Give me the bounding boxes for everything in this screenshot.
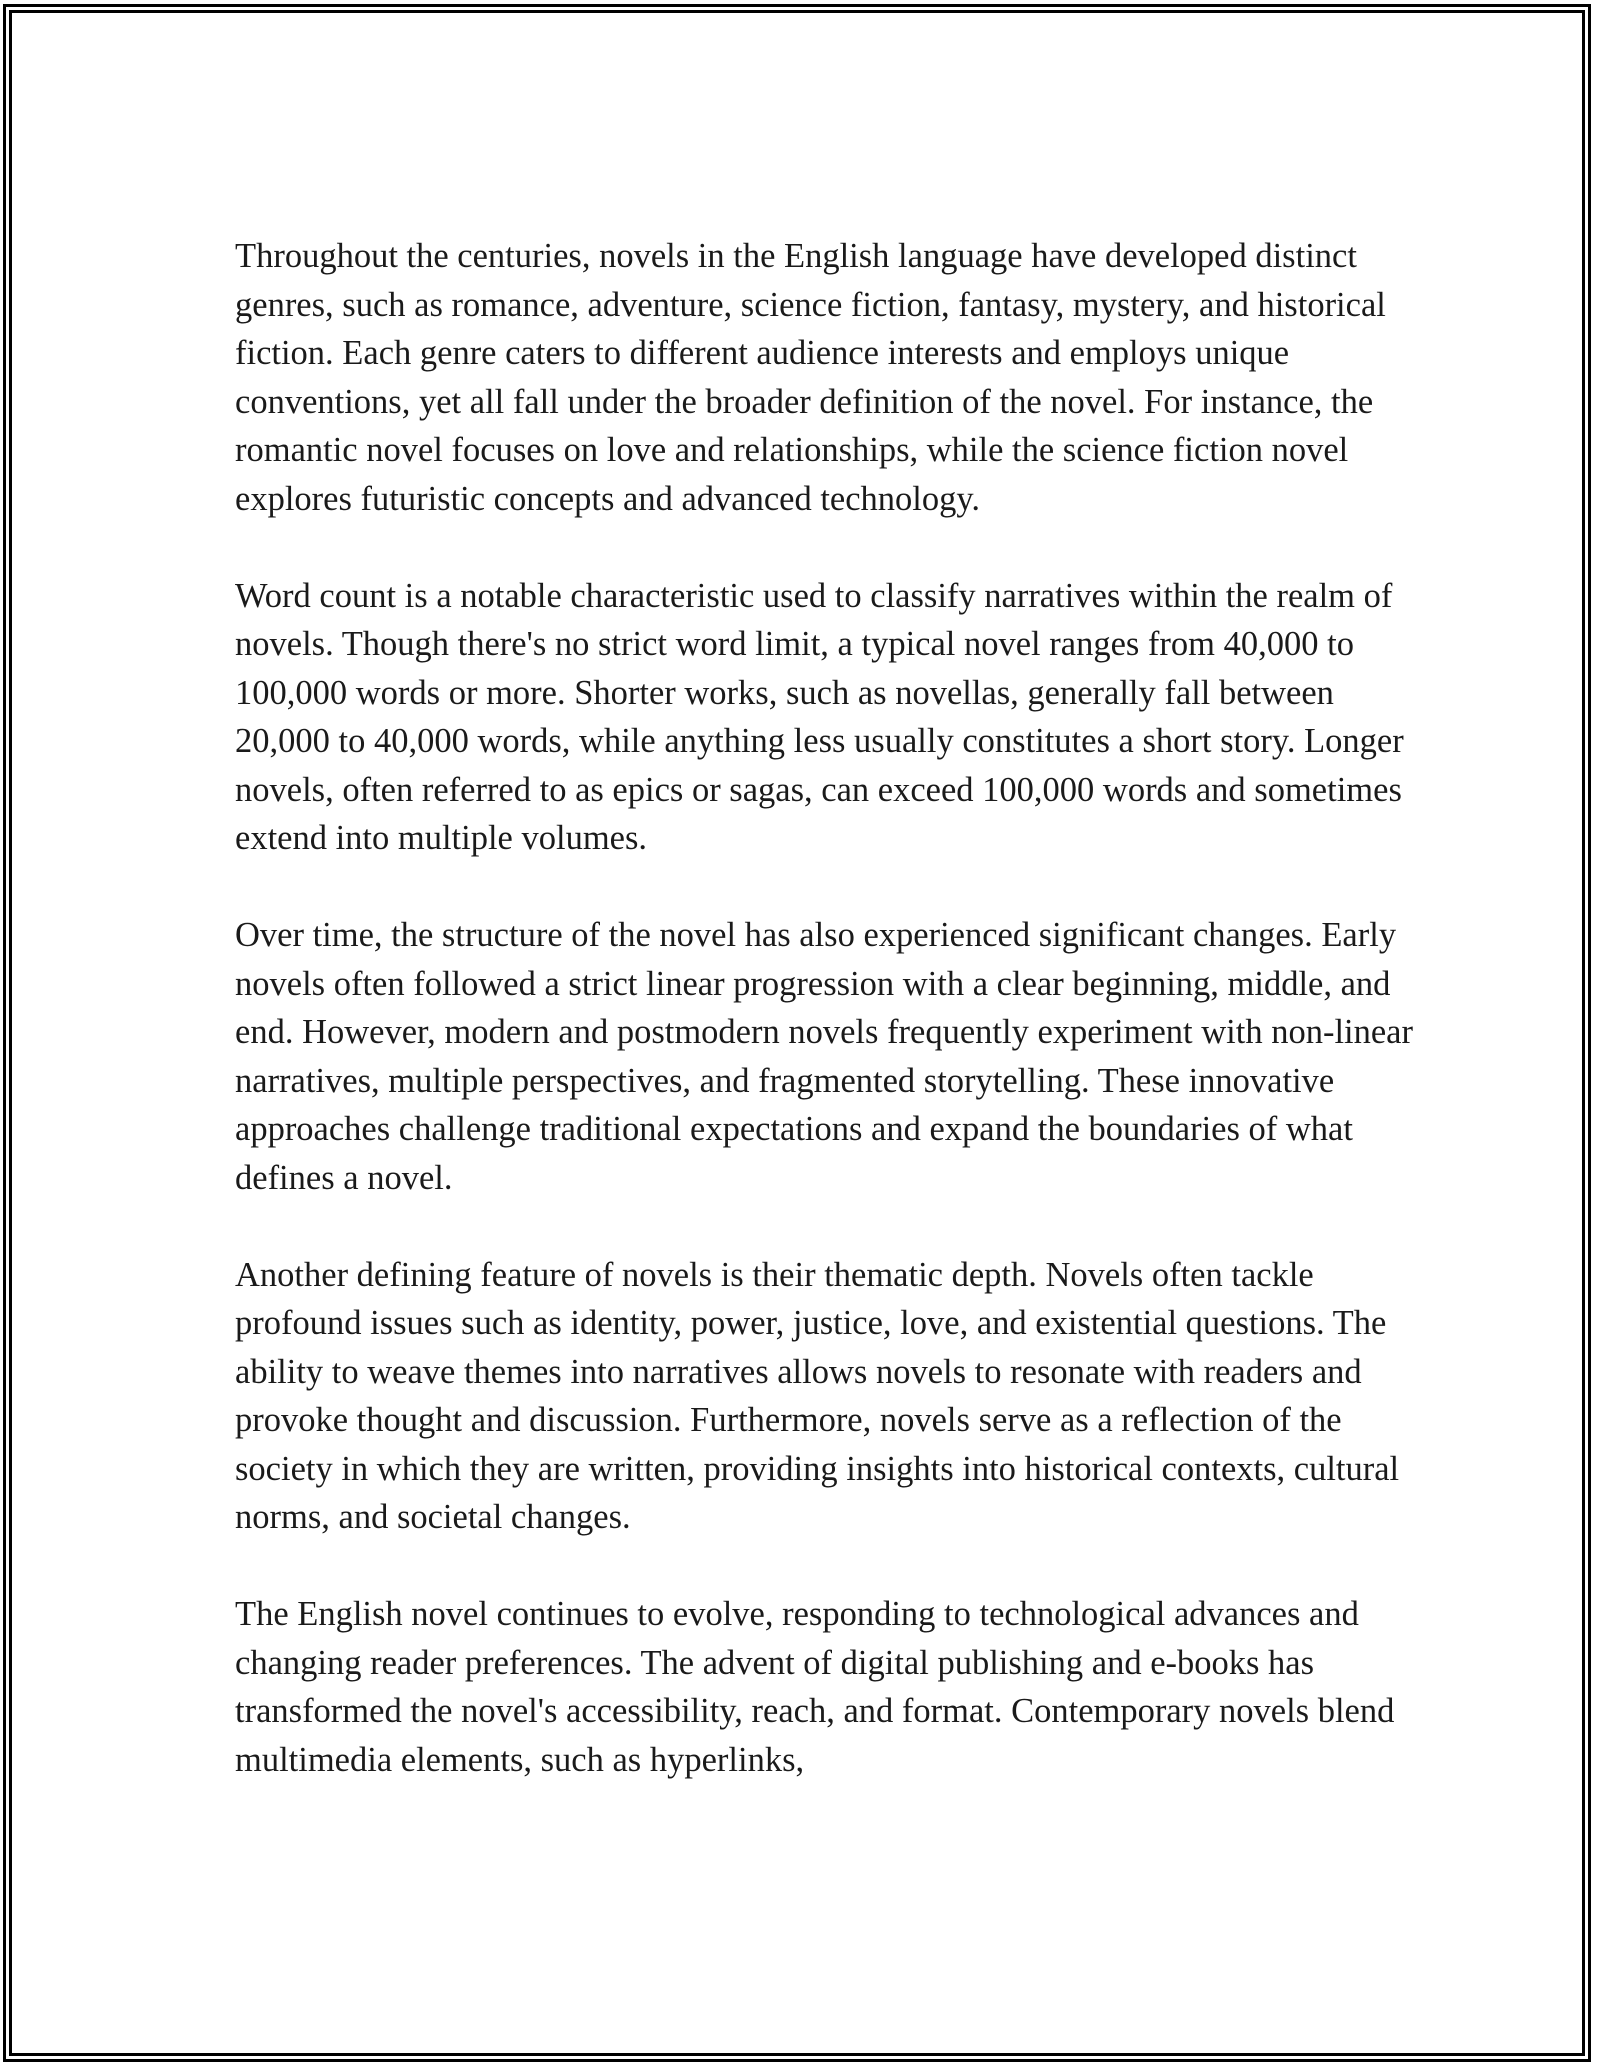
paragraph-structure: Over time, the structure of the novel has also experienced significant changes. Early novels often followed a strict linear progression with a clear beginning, middle, and end. However, modern and postmodern novels frequently experiment with non-linear narratives, multiple perspectives, and fragmented storytelling. These innovative approaches challenge traditional expectations and expand the boundaries of what defines a novel. (235, 916, 1413, 1197)
document-body (235, 232, 1415, 1784)
paragraph-evolution: The English novel continues to evolve, responding to technological advances and changing reader preferences. The advent of digital publishing and e-books has transformed the novel's accessibility, reach, and format. Contemporary novels blend multimedia elements, such as hyperlinks, (235, 1595, 1395, 1779)
paragraph-themes: Another defining feature of novels is their thematic depth. Novels often tackle profound issues such as identity, power, justice, love, and existential questions. The ability to weave themes into narratives allows novels to resonate with readers and provoke thought and discussion. Furthermore, novels serve as a reflection of the society in which they are written, providing insights into historical contexts, cultural norms, and societal changes. (235, 1255, 1400, 1536)
paragraph-word-count: Word count is a notable characteristic used to classify narratives within the realm of novels. Though there's no strict word limit, a typical novel ranges from 40,000 to 100,000 words or more. Shorter works, such as novellas, generally fall between 20,000 to 40,000 words, while anything less usually constitutes a short story. Longer novels, often referred to as epics or sagas, can exceed 100,000 words and sometimes extend into multiple volumes. (235, 576, 1404, 857)
paragraph-genres: Throughout the centuries, novels in the English language have developed distinct genres, such as romance, adventure, science fiction, fantasy, mystery, and historical fiction. Each genre caters to different audience interests and employs unique conventions, yet all fall under the broader definition of the novel. For instance, the romantic novel focuses on love and relationships, while the science fiction novel explores futuristic concepts and advanced technology. (235, 237, 1386, 518)
